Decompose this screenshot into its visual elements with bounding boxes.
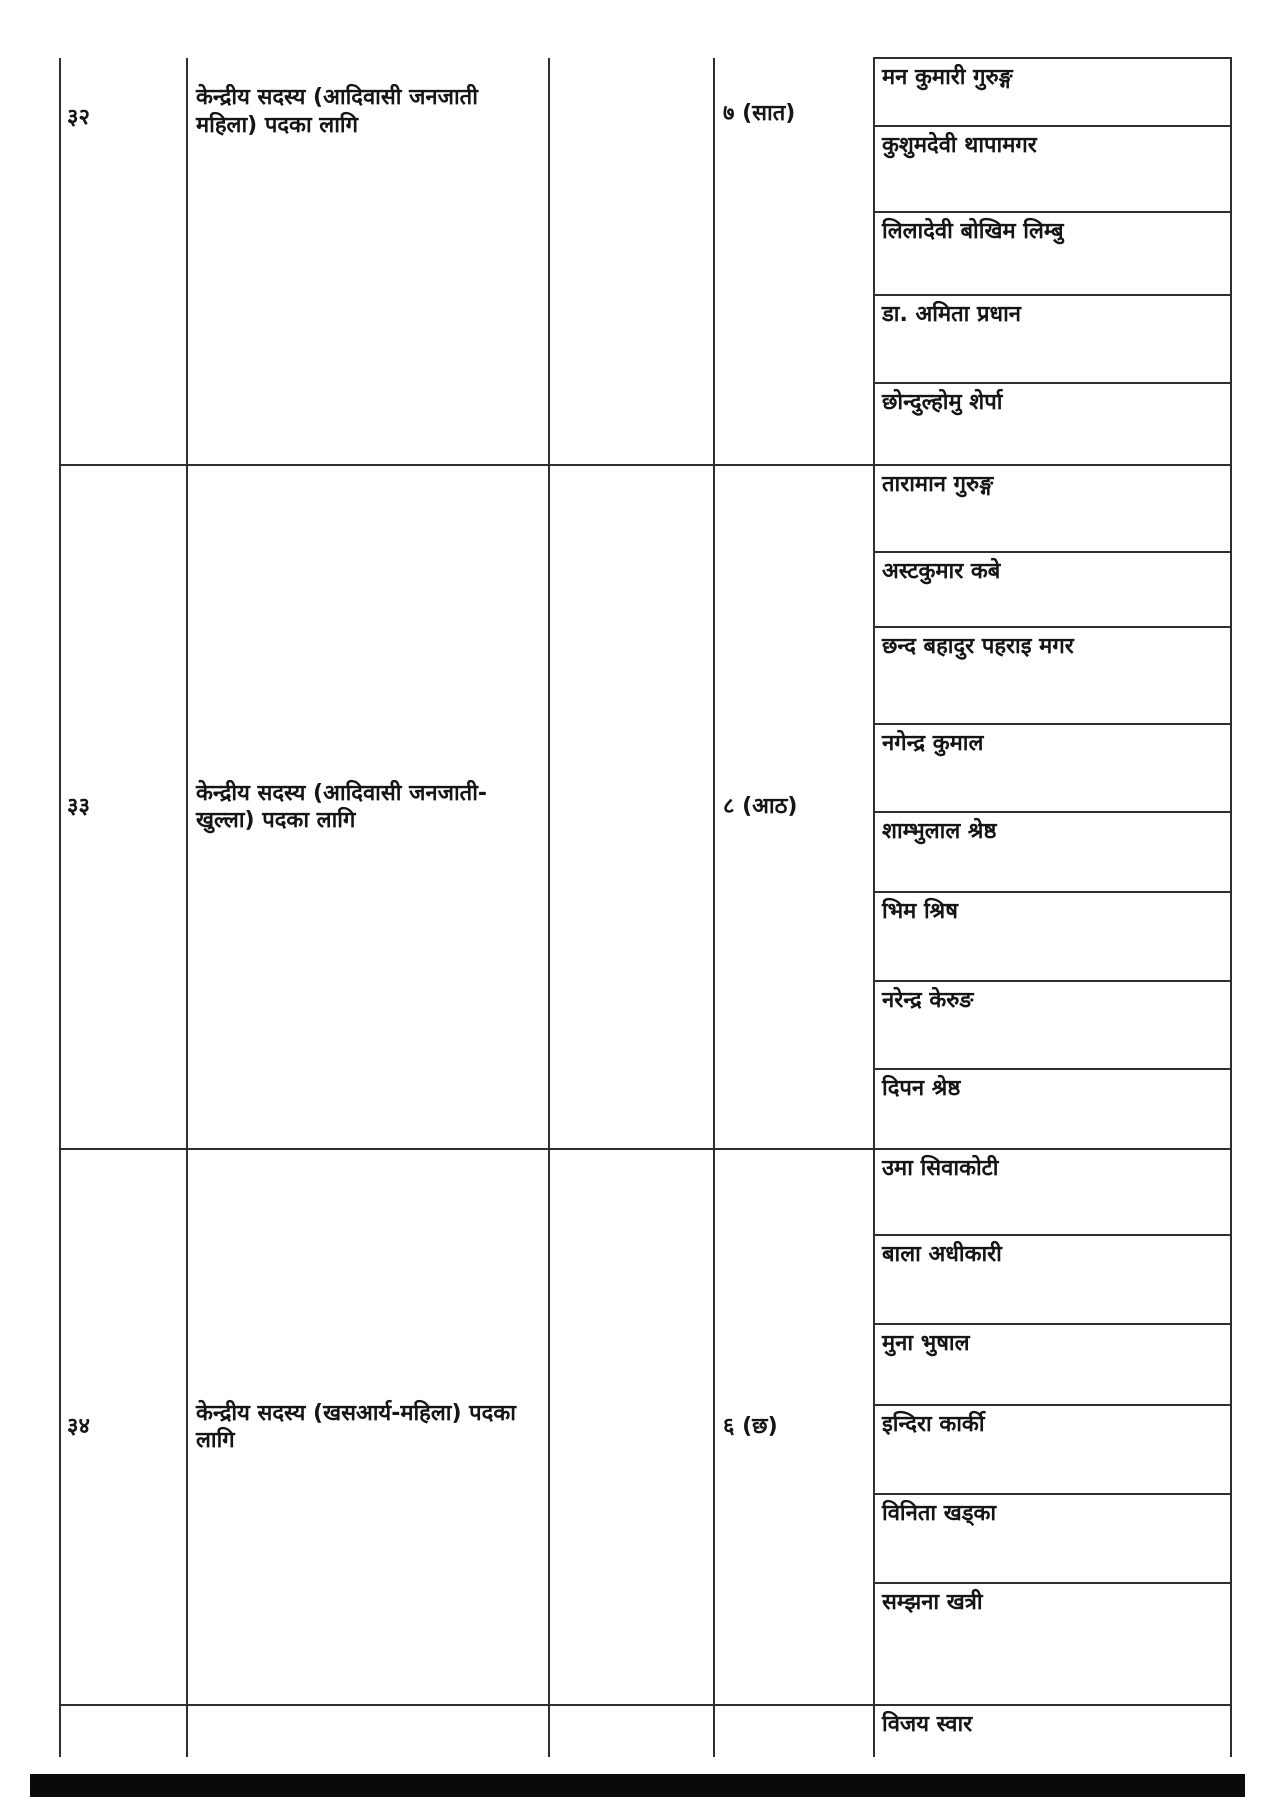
candidate-name-cell: भिम श्रिष: [874, 892, 1231, 981]
count-cell: ८ (आठ): [714, 465, 874, 1149]
blank-cell: [549, 1705, 714, 1757]
candidate-name-cell: उमा सिवाकोटी: [874, 1149, 1231, 1235]
position-cell: [187, 1705, 549, 1757]
table-row: [60, 58, 1231, 126]
candidate-name-cell: मुना भुषाल: [874, 1324, 1231, 1405]
candidate-name-cell: अस्टकुमार कबे: [874, 552, 1231, 627]
candidate-name-cell: बाला अधीकारी: [874, 1235, 1231, 1324]
table-clip-region: [59, 57, 1232, 1757]
candidate-name-cell: नरेन्द्र केरुङ: [874, 981, 1231, 1069]
table-row: [60, 465, 1231, 552]
count-cell: ६ (छ): [714, 1149, 874, 1705]
candidate-name-cell: विनिता खड्का: [874, 1494, 1231, 1583]
blank-cell: [549, 58, 714, 465]
position-cell: केन्द्रीय सदस्य (आदिवासी जनजाती-खुल्ला) पदका लागि: [187, 465, 549, 1149]
position-cell: केन्द्रीय सदस्य (आदिवासी जनजाती महिला) पदका लागि: [187, 58, 549, 465]
blank-cell: [549, 465, 714, 1149]
table-row: [60, 1705, 1231, 1757]
serial-cell: ३४: [60, 1149, 187, 1705]
candidate-name-cell: इन्दिरा कार्की: [874, 1405, 1231, 1494]
count-cell: [714, 1705, 874, 1757]
candidate-name-cell: कुशुमदेवी थापामगर: [874, 126, 1231, 212]
table-row: [60, 1149, 1231, 1235]
candidate-name-cell: लिलादेवी बोखिम लिम्बु: [874, 212, 1231, 295]
position-cell: केन्द्रीय सदस्य (खसआर्य-महिला) पदका लागि: [187, 1149, 549, 1705]
serial-cell: [60, 1705, 187, 1757]
candidate-name-cell: छन्द बहादुर पहराइ मगर: [874, 627, 1231, 724]
blank-cell: [549, 1149, 714, 1705]
candidate-name-cell: दिपन श्रेष्ठ: [874, 1069, 1231, 1149]
count-cell: ७ (सात): [714, 58, 874, 465]
page-bottom-bar: [30, 1774, 1245, 1797]
candidate-name-cell: नगेन्द्र कुमाल: [874, 724, 1231, 812]
candidate-name-cell: डा. अमिता प्रधान: [874, 295, 1231, 383]
candidate-name-cell: सम्झना खत्री: [874, 1583, 1231, 1705]
serial-cell: ३३: [60, 465, 187, 1149]
candidate-name-cell: छोन्दुल्होमु शेर्पा: [874, 383, 1231, 465]
candidate-name-cell: तारामान गुरुङ्ग: [874, 465, 1231, 552]
candidate-roster-table: [59, 57, 1232, 1757]
candidate-name-cell: विजय स्वार: [874, 1705, 1231, 1757]
candidate-name-cell: मन कुमारी गुरुङ्ग: [874, 58, 1231, 126]
serial-cell: ३२: [60, 58, 187, 465]
candidate-name-cell: शाम्भुलाल श्रेष्ठ: [874, 812, 1231, 892]
